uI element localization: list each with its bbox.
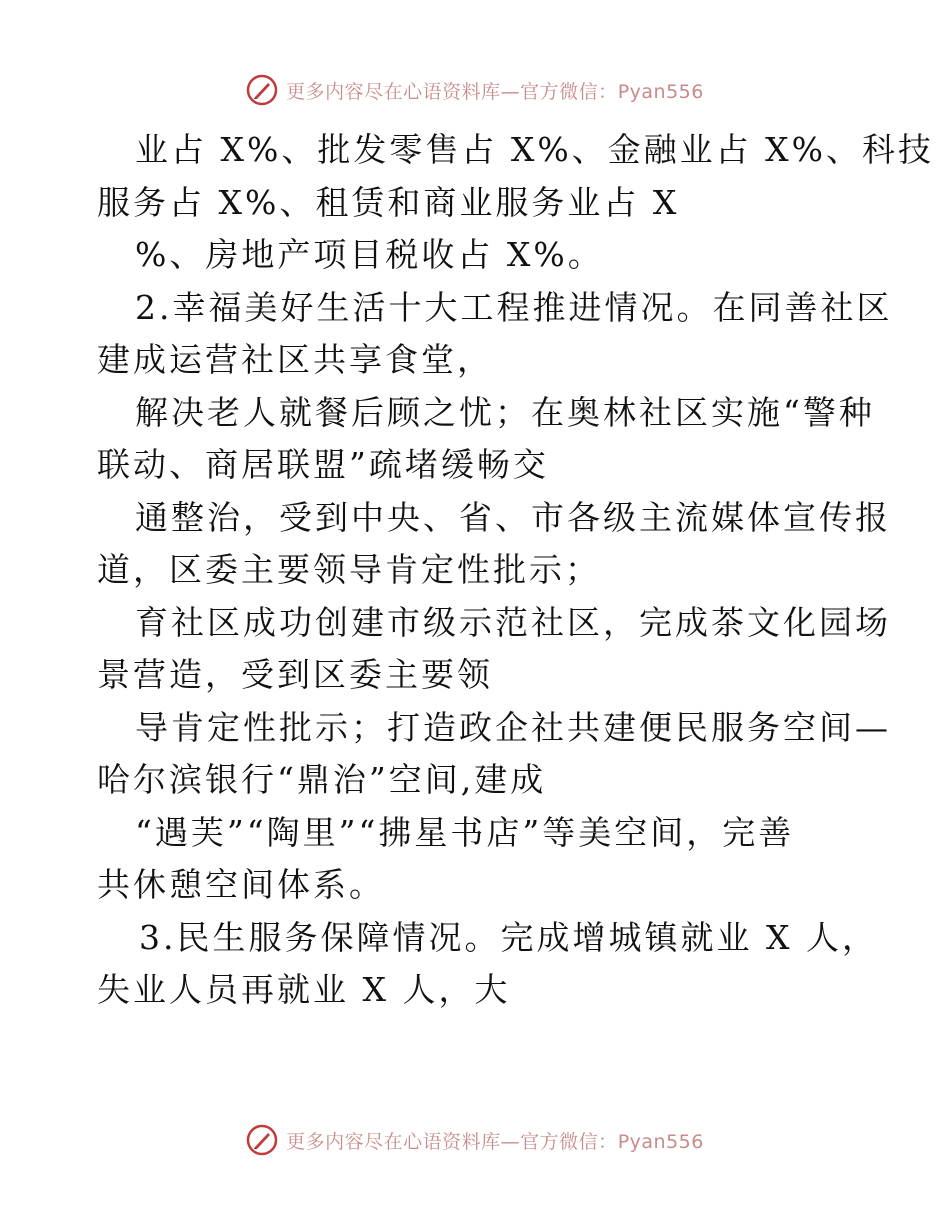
document-body <box>97 124 935 1017</box>
header-banner-id: Pyan556 <box>617 80 704 103</box>
body-line: 通整治，受到中央、省、市各级主流媒体宣传报 <box>135 497 891 537</box>
header-banner <box>0 70 950 110</box>
footer-banner-separator: — <box>500 1130 521 1153</box>
header-banner-title: 更多内容尽在心语资料库 <box>286 80 501 103</box>
footer-banner-label: 官方微信： <box>520 1130 618 1153</box>
body-line: 哈尔滨银行“鼎治”空间,建成 <box>97 760 547 799</box>
body-line: 解决老人就餐后顾之忧；在奥林社区实施“警种 <box>135 392 875 432</box>
body-line: %、房地产项目税收占 X%。 <box>135 235 604 274</box>
footer-banner <box>0 1120 950 1160</box>
body-line: 3.民生服务保障情况。完成增城镇就业 X 人， <box>139 917 878 957</box>
body-line: 建成运营社区共享食堂， <box>97 340 493 379</box>
body-line: 导肯定性批示；打造政企社共建便民服务空间— <box>135 707 891 747</box>
body-line: 服务占 X%、租赁和商业服务业占 X <box>97 182 680 222</box>
header-banner-separator: — <box>500 80 521 103</box>
footer-banner-text <box>286 1127 704 1154</box>
body-line: 共休憩空间体系。 <box>97 865 385 904</box>
footer-banner-title: 更多内容尽在心语资料库 <box>286 1130 501 1153</box>
body-line: “遇芙”“陶里”“拂星书店”等美空间，完善 <box>135 812 795 852</box>
header-banner-text <box>286 77 704 104</box>
header-banner-label: 官方微信： <box>520 80 618 103</box>
body-line: 联动、商居联盟”疏堵缓畅交 <box>97 445 549 484</box>
body-line: 业占 X%、批发零售占 X%、金融业占 X%、科技 <box>135 130 935 169</box>
body-line: 育社区成功创建市级示范社区，完成茶文化园场 <box>135 602 891 642</box>
body-line: 景营造，受到区委主要领 <box>97 655 493 694</box>
body-line: 2.幸福美好生活十大工程推进情况。在同善社区 <box>135 287 893 327</box>
body-line: 失业人员再就业 X 人，大 <box>97 970 511 1009</box>
footer-banner-id: Pyan556 <box>617 1130 704 1153</box>
feather-pen-logo-icon <box>246 1124 278 1156</box>
feather-pen-logo-icon <box>246 74 278 106</box>
body-line: 道，区委主要领导肯定性批示； <box>97 550 601 589</box>
